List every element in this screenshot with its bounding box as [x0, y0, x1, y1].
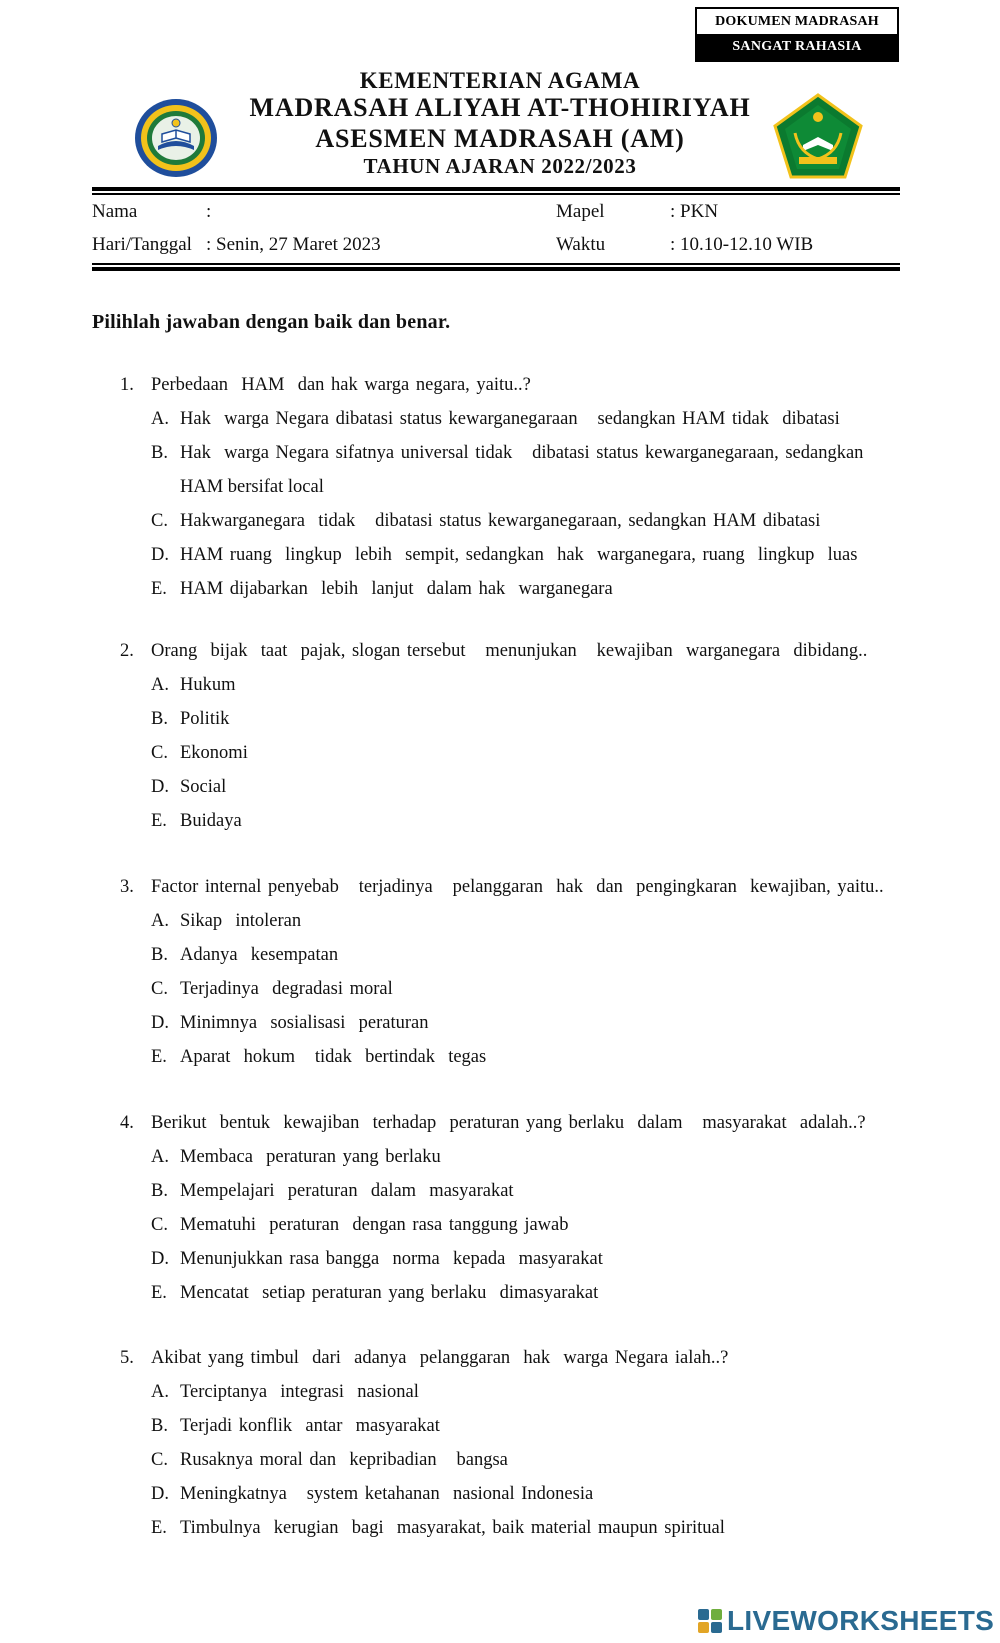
question-stem: [120, 1106, 920, 1140]
option-letter: C.: [151, 1215, 168, 1235]
question-text: Akibat yang timbul dari adanya pelanggaran hak warga Negara ialah..?: [151, 1348, 729, 1368]
option-text: Timbulnya kerugian bagi masyarakat, baik material maupun spiritual: [180, 1518, 725, 1538]
option-letter: C.: [151, 743, 168, 763]
option-letter: B.: [151, 945, 168, 965]
option-text: Terjadinya degradasi moral: [180, 979, 393, 999]
option-text: HAM ruang lingkup lebih sempit, sedangkan hak warganegara, ruang lingkup luas: [180, 545, 858, 565]
option-d[interactable]: [120, 1477, 920, 1511]
question-5: [120, 1341, 920, 1545]
header-rule-thin: [92, 193, 900, 195]
liveworksheets-logo-icon: [697, 1608, 723, 1634]
option-letter: A.: [151, 409, 169, 429]
option-text: Membaca peraturan yang berlaku: [180, 1147, 441, 1167]
option-letter: B.: [151, 1181, 168, 1201]
option-letter: A.: [151, 911, 169, 931]
option-text-continued: HAM bersifat local: [180, 477, 324, 497]
option-letter: E.: [151, 1047, 167, 1067]
option-letter: A.: [151, 1147, 169, 1167]
option-e[interactable]: [120, 1276, 920, 1310]
option-letter: A.: [151, 675, 169, 695]
mapel-label: Mapel: [556, 201, 605, 222]
option-letter: E.: [151, 1283, 167, 1303]
option-text: Aparat hokum tidak bertindak tegas: [180, 1047, 487, 1067]
option-letter: D.: [151, 777, 169, 797]
option-letter: B.: [151, 1416, 168, 1436]
question-1: [120, 368, 920, 606]
option-letter: D.: [151, 1013, 169, 1033]
option-text: Minimnya sosialisasi peraturan: [180, 1013, 429, 1033]
option-text: Mempelajari peraturan dalam masyarakat: [180, 1181, 514, 1201]
question-stem: [120, 634, 920, 668]
option-text: Buidaya: [180, 811, 242, 831]
tanggal-value: : Senin, 27 Maret 2023: [206, 234, 381, 255]
ministry-title: KEMENTERIAN AGAMA: [359, 68, 641, 93]
option-text: Ekonomi: [180, 743, 248, 763]
stamp-line-1: DOKUMEN MADRASAH: [697, 9, 897, 34]
mapel-value: : PKN: [670, 201, 719, 222]
question-number: 2.: [120, 641, 134, 661]
instruction: Pilihlah jawaban dengan baik dan benar.: [92, 311, 451, 333]
option-d[interactable]: [120, 538, 920, 572]
info-rule-thick: [92, 267, 900, 271]
option-b[interactable]: [120, 436, 920, 470]
question-stem: [120, 870, 920, 904]
option-e[interactable]: [120, 572, 920, 606]
option-a[interactable]: [120, 668, 920, 702]
option-text: Sikap intoleran: [180, 911, 302, 931]
option-a[interactable]: [120, 1375, 920, 1409]
exam-title: ASESMEN MADRASAH (AM): [315, 124, 685, 153]
option-text: Terjadi konflik antar masyarakat: [180, 1416, 440, 1436]
waktu-label: Waktu: [556, 234, 606, 255]
option-letter: B.: [151, 709, 168, 729]
option-letter: D.: [151, 1249, 169, 1269]
option-letter: E.: [151, 811, 167, 831]
question-number: 3.: [120, 877, 134, 897]
option-e[interactable]: [120, 1511, 920, 1545]
option-letter: C.: [151, 1450, 168, 1470]
option-letter: E.: [151, 1518, 167, 1538]
option-b[interactable]: [120, 702, 920, 736]
question-number: 5.: [120, 1348, 134, 1368]
question-stem: [120, 368, 920, 402]
question-number: 4.: [120, 1113, 134, 1133]
option-c[interactable]: [120, 504, 920, 538]
footer-brand: LIVEWORKSHEETS: [727, 1605, 995, 1636]
question-text: Berikut bentuk kewajiban terhadap peraturan yang berlaku dalam masyarakat adalah..?: [151, 1113, 866, 1133]
option-text: Politik: [180, 709, 230, 729]
option-c[interactable]: [120, 1443, 920, 1477]
option-b[interactable]: [120, 1409, 920, 1443]
waktu-value: : 10.10-12.10 WIB: [670, 234, 814, 255]
nama-value: :: [206, 201, 212, 222]
option-letter: D.: [151, 1484, 169, 1504]
option-a[interactable]: [120, 904, 920, 938]
option-b[interactable]: [120, 1174, 920, 1208]
option-text: Hakwarganegara tidak dibatasi status kewarganegaraan, sedangkan HAM dibatasi: [180, 511, 821, 531]
question-4: [120, 1106, 920, 1310]
option-letter: D.: [151, 545, 169, 565]
option-text: Hak warga Negara sifatnya universal tidak dibatasi status kewarganegaraan, sedangkan: [180, 443, 864, 463]
info-rule-thin: [92, 263, 900, 265]
option-b-continuation: [120, 470, 920, 504]
option-letter: C.: [151, 979, 168, 999]
option-c[interactable]: [120, 1208, 920, 1242]
option-text: Mematuhi peraturan dengan rasa tanggung jawab: [180, 1215, 569, 1235]
nama-label: Nama: [92, 201, 138, 222]
option-text: Hukum: [180, 675, 236, 695]
question-text: Perbedaan HAM dan hak warga negara, yaitu..?: [151, 375, 531, 395]
option-d[interactable]: [120, 1006, 920, 1040]
stamp-line-2: SANGAT RAHASIA: [697, 34, 897, 60]
option-a[interactable]: [120, 1140, 920, 1174]
option-d[interactable]: [120, 1242, 920, 1276]
question-2: [120, 634, 920, 838]
option-text: HAM dijabarkan lebih lanjut dalam hak warganegara: [180, 579, 613, 599]
option-c[interactable]: [120, 736, 920, 770]
school-year: TAHUN AJARAN 2022/2023: [363, 154, 637, 178]
option-text: Meningkatnya system ketahanan nasional Indonesia: [180, 1484, 594, 1504]
option-text: Menunjukkan rasa bangga norma kepada masyarakat: [180, 1249, 603, 1269]
question-stem: [120, 1341, 920, 1375]
option-letter: B.: [151, 443, 168, 463]
question-number: 1.: [120, 375, 134, 395]
liveworksheets-footer[interactable]: [697, 1606, 994, 1636]
option-b[interactable]: [120, 938, 920, 972]
option-c[interactable]: [120, 972, 920, 1006]
option-text: Rusaknya moral dan kepribadian bangsa: [180, 1450, 508, 1470]
question-text: Orang bijak taat pajak, slogan tersebut menunjukan kewajiban warganegara dibidang..: [151, 641, 868, 661]
school-title: MADRASAH ALIYAH AT-THOHIRIYAH: [249, 93, 751, 122]
option-e[interactable]: [120, 804, 920, 838]
question-3: [120, 870, 920, 1074]
option-letter: A.: [151, 1382, 169, 1402]
tanggal-label: Hari/Tanggal: [92, 234, 192, 255]
question-text: Factor internal penyebab terjadinya pelanggaran hak dan pengingkaran kewajiban, yaitu..: [151, 877, 884, 897]
option-text: Terciptanya integrasi nasional: [180, 1382, 419, 1402]
option-e[interactable]: [120, 1040, 920, 1074]
option-a[interactable]: [120, 402, 920, 436]
confidential-stamp: [695, 7, 899, 62]
option-text: Adanya kesempatan: [180, 945, 339, 965]
option-text: Hak warga Negara dibatasi status kewarganegaraan sedangkan HAM tidak dibatasi: [180, 409, 840, 429]
option-letter: E.: [151, 579, 167, 599]
option-letter: C.: [151, 511, 168, 531]
option-text: Mencatat setiap peraturan yang berlaku dimasyarakat: [180, 1283, 599, 1303]
header-rule-thick: [92, 187, 900, 191]
option-d[interactable]: [120, 770, 920, 804]
option-text: Social: [180, 777, 227, 797]
